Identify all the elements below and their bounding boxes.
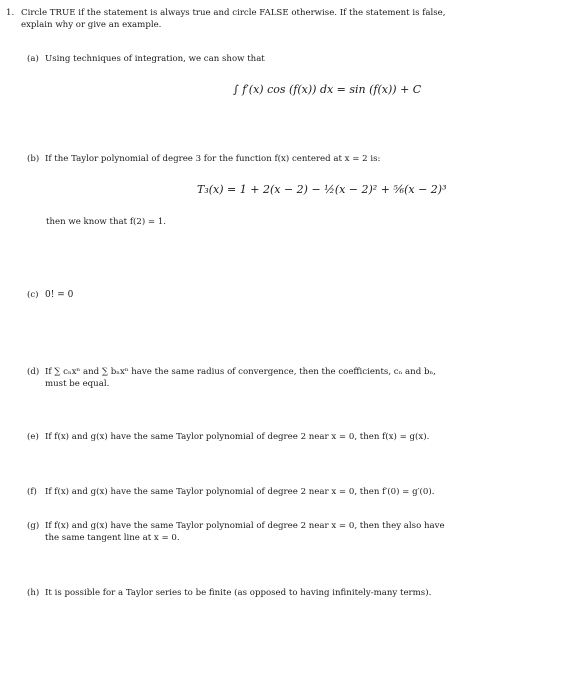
part-e-text: If f(x) and g(x) have the same Taylor polynomial of degree 2 near x = 0, then f(x) = g(x). (45, 432, 430, 442)
part-g-text-line-1: If f(x) and g(x) have the same Taylor polynomial of degree 2 near x = 0, then they also have (45, 521, 445, 531)
part-b-label: (b) (27, 154, 40, 164)
part-a-label: (a) (27, 54, 39, 64)
part-b-formula: T₃(x) = 1 + 2(x − 2) − ½(x − 2)² + ⁵⁄₆(x − 2)³ (197, 183, 447, 196)
question-number: 1. (6, 8, 15, 18)
part-c-text: 0! = 0 (45, 290, 74, 300)
part-c-label: (c) (27, 290, 39, 300)
part-a-text: Using techniques of integration, we can show that (45, 54, 265, 64)
part-b-text: If the Taylor polynomial of degree 3 for the function f(x) centered at x = 2 is: (45, 154, 381, 164)
part-e-label: (e) (27, 432, 39, 442)
part-d-text-line-1: If ∑ cₙxⁿ and ∑ bₙxⁿ have the same radius of convergence, then the coefficients, cₙ and bₙ, (45, 367, 436, 377)
part-d-label: (d) (27, 367, 40, 377)
part-g-label: (g) (27, 521, 40, 531)
question-intro-line-1: Circle TRUE if the statement is always true and circle FALSE otherwise. If the statement is false, (21, 8, 446, 18)
part-a-formula: ∫ f′(x) cos (f(x)) dx = sin (f(x)) + C (233, 83, 422, 96)
question-intro-line-2: explain why or give an example. (21, 20, 162, 30)
part-f-text: If f(x) and g(x) have the same Taylor polynomial of degree 2 near x = 0, then f′(0) = g′(0). (45, 487, 435, 497)
part-h-label: (h) (27, 588, 40, 598)
part-f-label: (f) (27, 487, 37, 497)
part-d-text-line-2: must be equal. (45, 379, 110, 389)
part-h-text: It is possible for a Taylor series to be finite (as opposed to having infinitely-many terms). (45, 588, 432, 598)
part-g-text-line-2: the same tangent line at x = 0. (45, 533, 180, 543)
part-b-followup: then we know that f(2) = 1. (46, 217, 167, 227)
